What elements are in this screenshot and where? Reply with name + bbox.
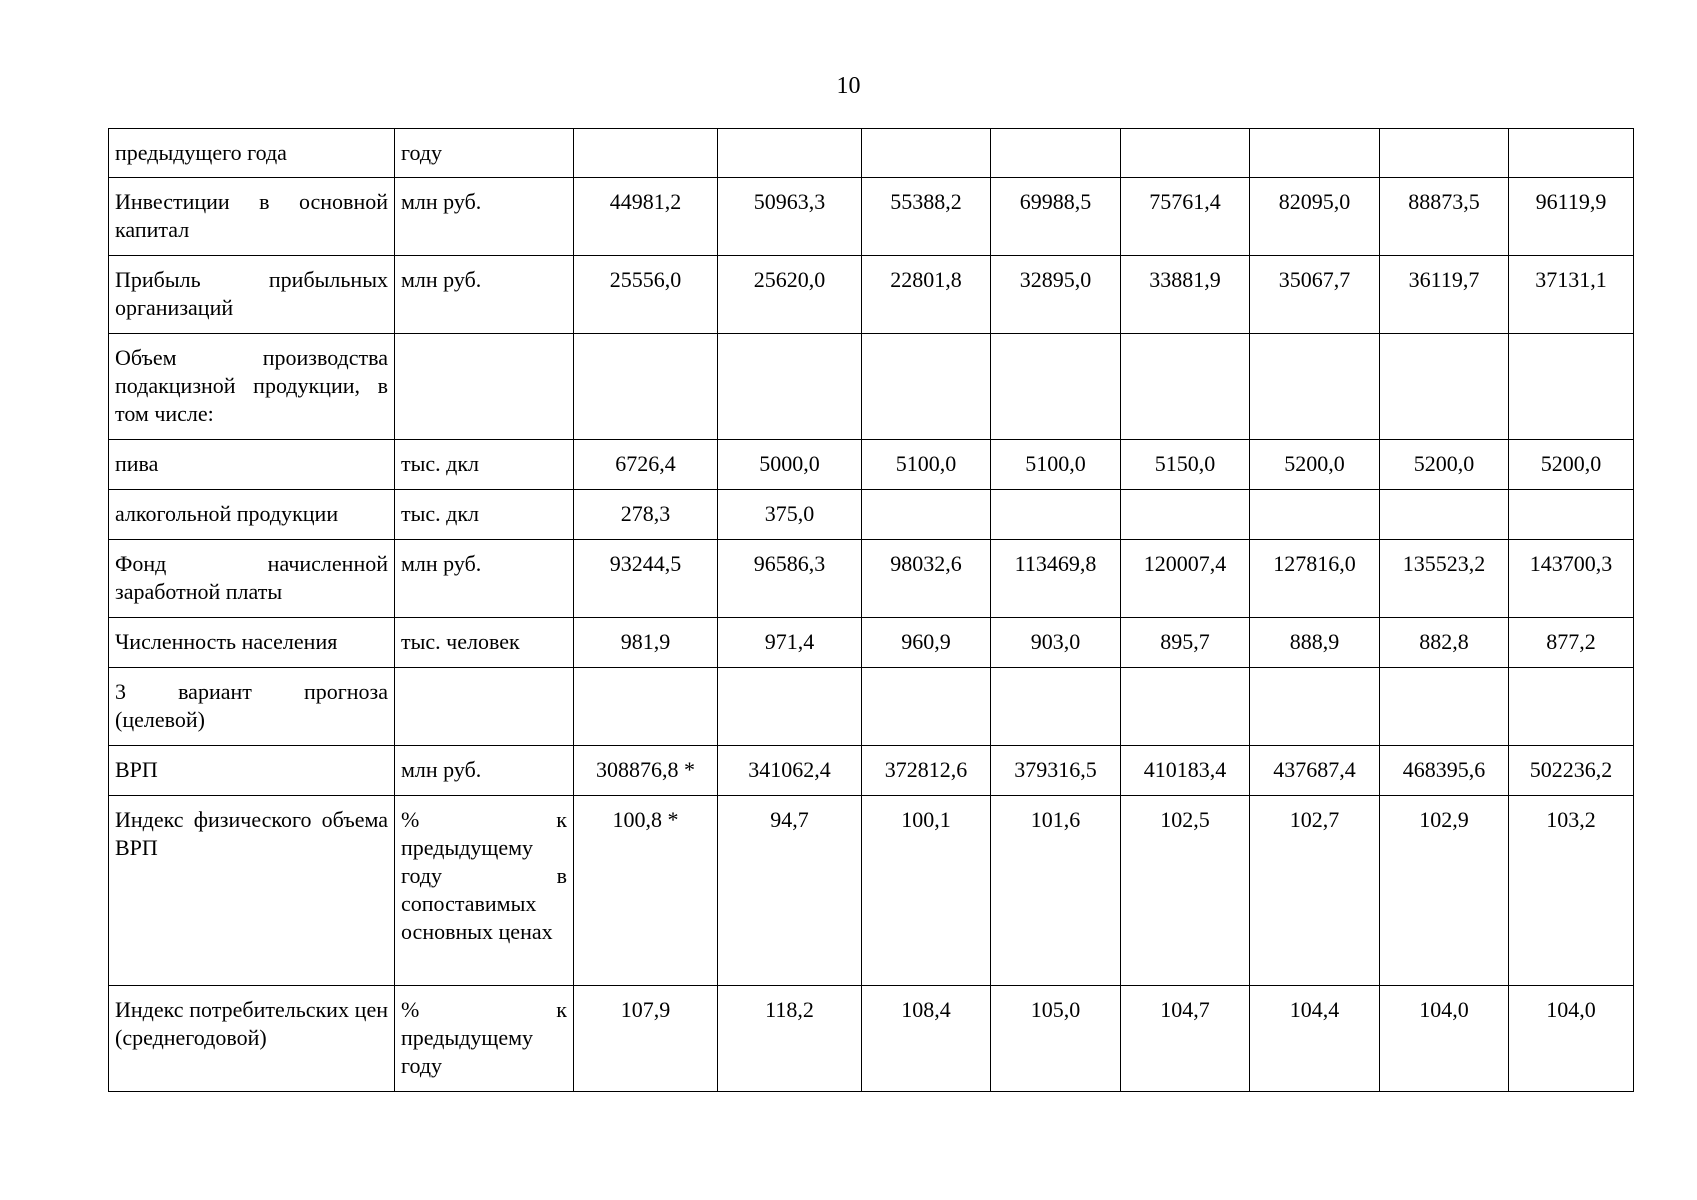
- value-cell: 96119,9: [1509, 178, 1634, 256]
- value-cell: 468395,6: [1380, 746, 1509, 796]
- row-label: Фонд начисленной заработной платы: [109, 540, 395, 618]
- table-row: [109, 618, 1634, 668]
- value-cell: 22801,8: [862, 256, 991, 334]
- value-cell: 118,2: [718, 986, 862, 1092]
- value-cell: 981,9: [574, 618, 718, 668]
- value-cell: 104,0: [1509, 986, 1634, 1092]
- value-cell: 25620,0: [718, 256, 862, 334]
- value-cell: 105,0: [991, 986, 1121, 1092]
- value-cell: 104,0: [1380, 986, 1509, 1092]
- value-cell: [574, 668, 718, 746]
- value-cell: 93244,5: [574, 540, 718, 618]
- value-cell: 101,6: [991, 796, 1121, 986]
- value-cell: 98032,6: [862, 540, 991, 618]
- row-label: Объем производства подакцизной продукции, в том числе:: [109, 334, 395, 440]
- table-row: [109, 129, 1634, 178]
- value-cell: [1121, 490, 1250, 540]
- value-cell: [991, 129, 1121, 178]
- value-cell: 410183,4: [1121, 746, 1250, 796]
- table-row: [109, 334, 1634, 440]
- value-cell: [991, 334, 1121, 440]
- value-cell: 960,9: [862, 618, 991, 668]
- value-cell: [862, 668, 991, 746]
- value-cell: [718, 129, 862, 178]
- value-cell: 341062,4: [718, 746, 862, 796]
- value-cell: 103,2: [1509, 796, 1634, 986]
- row-label: алкогольной продукции: [109, 490, 395, 540]
- table-row: [109, 440, 1634, 490]
- value-cell: 55388,2: [862, 178, 991, 256]
- row-unit: млн руб.: [395, 540, 574, 618]
- table-body: [109, 129, 1634, 1092]
- value-cell: 877,2: [1509, 618, 1634, 668]
- value-cell: 372812,6: [862, 746, 991, 796]
- table-row: [109, 178, 1634, 256]
- value-cell: 5100,0: [991, 440, 1121, 490]
- table-row: [109, 746, 1634, 796]
- value-cell: 502236,2: [1509, 746, 1634, 796]
- value-cell: [1250, 129, 1380, 178]
- value-cell: 5100,0: [862, 440, 991, 490]
- value-cell: [991, 668, 1121, 746]
- value-cell: 120007,4: [1121, 540, 1250, 618]
- value-cell: 69988,5: [991, 178, 1121, 256]
- value-cell: [1250, 490, 1380, 540]
- row-unit: млн руб.: [395, 256, 574, 334]
- value-cell: 113469,8: [991, 540, 1121, 618]
- row-unit: млн руб.: [395, 178, 574, 256]
- value-cell: 379316,5: [991, 746, 1121, 796]
- value-cell: 143700,3: [1509, 540, 1634, 618]
- value-cell: 5200,0: [1380, 440, 1509, 490]
- value-cell: 903,0: [991, 618, 1121, 668]
- value-cell: [718, 668, 862, 746]
- value-cell: [991, 490, 1121, 540]
- value-cell: [1380, 129, 1509, 178]
- value-cell: 5150,0: [1121, 440, 1250, 490]
- value-cell: [1509, 668, 1634, 746]
- value-cell: 82095,0: [1250, 178, 1380, 256]
- row-unit: млн руб.: [395, 746, 574, 796]
- row-label: ВРП: [109, 746, 395, 796]
- value-cell: 36119,7: [1380, 256, 1509, 334]
- value-cell: [862, 490, 991, 540]
- row-label: пива: [109, 440, 395, 490]
- value-cell: 135523,2: [1380, 540, 1509, 618]
- value-cell: 882,8: [1380, 618, 1509, 668]
- value-cell: [1380, 334, 1509, 440]
- value-cell: 88873,5: [1380, 178, 1509, 256]
- value-cell: 75761,4: [1121, 178, 1250, 256]
- value-cell: [1250, 334, 1380, 440]
- row-unit: тыс. человек: [395, 618, 574, 668]
- value-cell: 895,7: [1121, 618, 1250, 668]
- row-label: 3 вариант прогноза (целевой): [109, 668, 395, 746]
- value-cell: 100,8 *: [574, 796, 718, 986]
- value-cell: 33881,9: [1121, 256, 1250, 334]
- table-row: [109, 796, 1634, 986]
- value-cell: [574, 129, 718, 178]
- row-label: Прибыль прибыльных организаций: [109, 256, 395, 334]
- value-cell: [1380, 490, 1509, 540]
- value-cell: [862, 129, 991, 178]
- table-row: [109, 540, 1634, 618]
- value-cell: 96586,3: [718, 540, 862, 618]
- value-cell: [718, 334, 862, 440]
- value-cell: 102,7: [1250, 796, 1380, 986]
- value-cell: 127816,0: [1250, 540, 1380, 618]
- row-unit: тыс. дкл: [395, 440, 574, 490]
- value-cell: [1509, 334, 1634, 440]
- value-cell: 971,4: [718, 618, 862, 668]
- row-unit: [395, 668, 574, 746]
- value-cell: 102,5: [1121, 796, 1250, 986]
- row-label: Индекс потребительских цен (среднегодовой): [109, 986, 395, 1092]
- value-cell: 278,3: [574, 490, 718, 540]
- value-cell: [1509, 129, 1634, 178]
- page-number: 10: [836, 73, 861, 99]
- value-cell: 44981,2: [574, 178, 718, 256]
- value-cell: 6726,4: [574, 440, 718, 490]
- table-row: [109, 490, 1634, 540]
- value-cell: 437687,4: [1250, 746, 1380, 796]
- value-cell: [1250, 668, 1380, 746]
- value-cell: 5000,0: [718, 440, 862, 490]
- value-cell: [862, 334, 991, 440]
- row-label: Инвестиции в основной капитал: [109, 178, 395, 256]
- value-cell: [1121, 668, 1250, 746]
- value-cell: 94,7: [718, 796, 862, 986]
- row-unit: тыс. дкл: [395, 490, 574, 540]
- value-cell: 108,4: [862, 986, 991, 1092]
- value-cell: 888,9: [1250, 618, 1380, 668]
- row-label: Индекс физического объема ВРП: [109, 796, 395, 986]
- value-cell: [1380, 668, 1509, 746]
- value-cell: 5200,0: [1250, 440, 1380, 490]
- row-unit: [395, 334, 574, 440]
- value-cell: 50963,3: [718, 178, 862, 256]
- table-row: [109, 668, 1634, 746]
- value-cell: 35067,7: [1250, 256, 1380, 334]
- value-cell: [1509, 490, 1634, 540]
- value-cell: 37131,1: [1509, 256, 1634, 334]
- value-cell: 308876,8 *: [574, 746, 718, 796]
- forecast-table: [108, 128, 1634, 1092]
- value-cell: 102,9: [1380, 796, 1509, 986]
- value-cell: 5200,0: [1509, 440, 1634, 490]
- row-unit: году: [395, 129, 574, 178]
- value-cell: 25556,0: [574, 256, 718, 334]
- value-cell: 32895,0: [991, 256, 1121, 334]
- value-cell: 100,1: [862, 796, 991, 986]
- value-cell: 107,9: [574, 986, 718, 1092]
- value-cell: 104,7: [1121, 986, 1250, 1092]
- value-cell: [1121, 334, 1250, 440]
- row-unit: % к предыдущему году: [395, 986, 574, 1092]
- row-label: предыдущего года: [109, 129, 395, 178]
- value-cell: 375,0: [718, 490, 862, 540]
- table-row: [109, 986, 1634, 1092]
- value-cell: [1121, 129, 1250, 178]
- value-cell: 104,4: [1250, 986, 1380, 1092]
- row-unit: % к предыдущему году в сопоставимых основных ценах: [395, 796, 574, 986]
- row-label: Численность населения: [109, 618, 395, 668]
- table-row: [109, 256, 1634, 334]
- value-cell: [574, 334, 718, 440]
